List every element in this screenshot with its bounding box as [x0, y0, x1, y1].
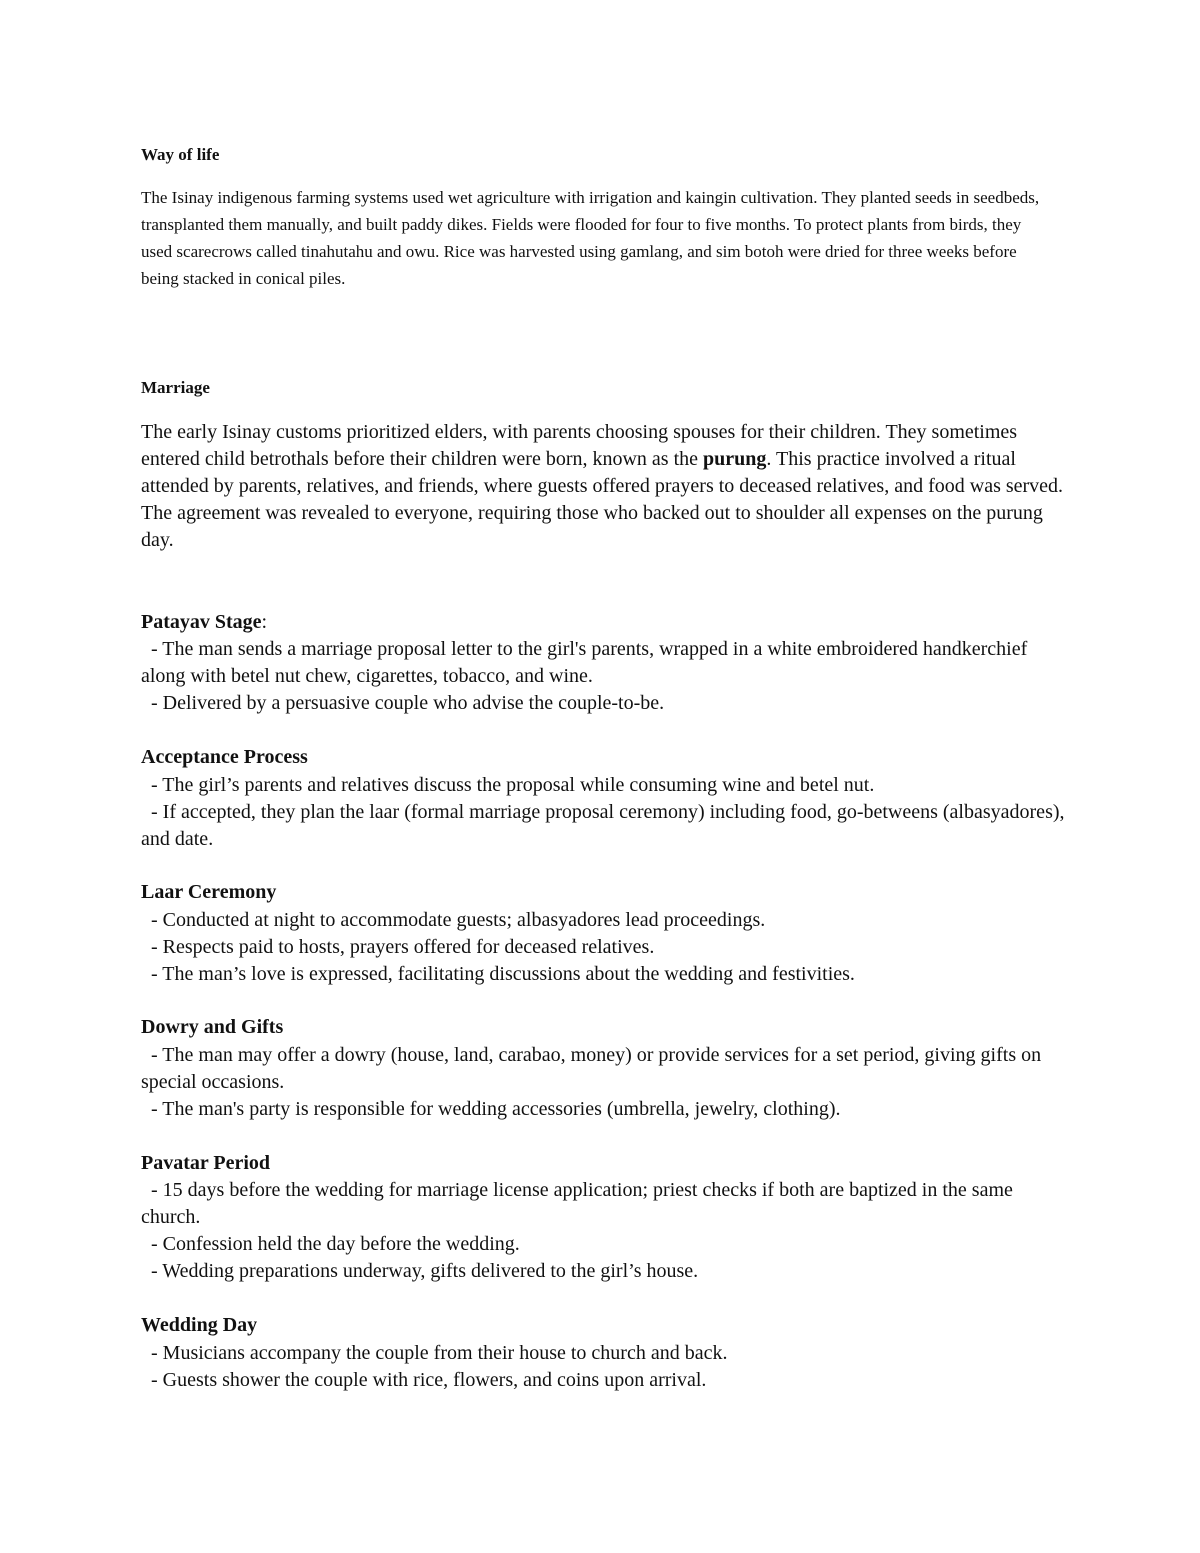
- list-item: - If accepted, they plan the laar (formal marriage proposal ceremony) including food, go-betweens (albasyadores), and date.: [141, 801, 1065, 850]
- list-item: - Confession held the day before the wedding.: [151, 1233, 520, 1255]
- patayav-heading-text: Patayav Stage: [141, 611, 262, 633]
- marriage-paragraph: [141, 419, 1071, 554]
- list-item: - The man’s love is expressed, facilitating discussions about the wedding and festivities.: [151, 963, 855, 985]
- list-item: - 15 days before the wedding for marriage license application; priest checks if both are baptized in the same church.: [141, 1179, 1013, 1228]
- acceptance-heading: Acceptance Process: [141, 746, 308, 768]
- wedding-day-heading: Wedding Day: [141, 1314, 258, 1336]
- list-item: - Conducted at night to accommodate guests; albasyadores lead proceedings.: [151, 909, 766, 931]
- list-item: - The man sends a marriage proposal letter to the girl's parents, wrapped in a white embroidered handkerchief along with betel nut chew, cigarettes, tobacco, and wine.: [141, 638, 1028, 687]
- patayav-list: [141, 636, 1071, 717]
- list-item: - Wedding preparations underway, gifts delivered to the girl’s house.: [151, 1260, 699, 1282]
- list-item: - The man may offer a dowry (house, land, carabao, money) or provide services for a set period, giving gifts on special occasions.: [141, 1044, 1042, 1093]
- patayav-heading-suffix: :: [261, 611, 268, 633]
- pavatar-heading: Pavatar Period: [141, 1152, 271, 1174]
- way-of-life-heading: Way of life: [141, 145, 220, 164]
- list-item: - The man's party is responsible for wedding accessories (umbrella, jewelry, clothing).: [151, 1098, 841, 1120]
- laar-list: [141, 907, 1071, 988]
- list-item: - Guests shower the couple with rice, flowers, and coins upon arrival.: [151, 1369, 707, 1391]
- list-item: - The girl’s parents and relatives discuss the proposal while consuming wine and betel nut.: [151, 774, 875, 796]
- pavatar-list: [141, 1177, 1071, 1285]
- laar-heading: Laar Ceremony: [141, 881, 277, 903]
- marriage-text-after: . This practice involved a ritual attended by parents, relatives, and friends, where guests offered prayers to deceased relatives, and food was served. The agreement was revealed to everyone, requiring those who backed out to shoulder all expenses on the purung day.: [141, 448, 1064, 551]
- dowry-list: [141, 1042, 1071, 1123]
- marriage-text-before: The early Isinay customs prioritized elders, with parents choosing spouses for their children. They sometimes entered child betrothals before their children were born, known as the: [141, 421, 1018, 470]
- way-of-life-paragraph: The Isinay indigenous farming systems used wet agriculture with irrigation and kaingin cultivation. They planted seeds in seedbeds, transplanted them manually, and built paddy dikes. Fields were flooded for four to five months. To protect plants from birds, they used scarecrows called tinahutahu and owu. Rice was harvested using gamlang, and sim botoh were dried for three weeks before being stacked in conical piles.: [141, 188, 1040, 288]
- list-item: - Delivered by a persuasive couple who advise the couple-to-be.: [151, 692, 665, 714]
- marriage-heading: Marriage: [141, 378, 210, 397]
- list-item: - Musicians accompany the couple from their house to church and back.: [151, 1342, 728, 1364]
- acceptance-list: [141, 772, 1071, 853]
- patayav-heading: [141, 610, 267, 634]
- list-item: - Respects paid to hosts, prayers offered for deceased relatives.: [151, 936, 655, 958]
- dowry-heading: Dowry and Gifts: [141, 1016, 284, 1038]
- wedding-day-list: [141, 1340, 1071, 1394]
- purung-term: purung: [703, 448, 767, 470]
